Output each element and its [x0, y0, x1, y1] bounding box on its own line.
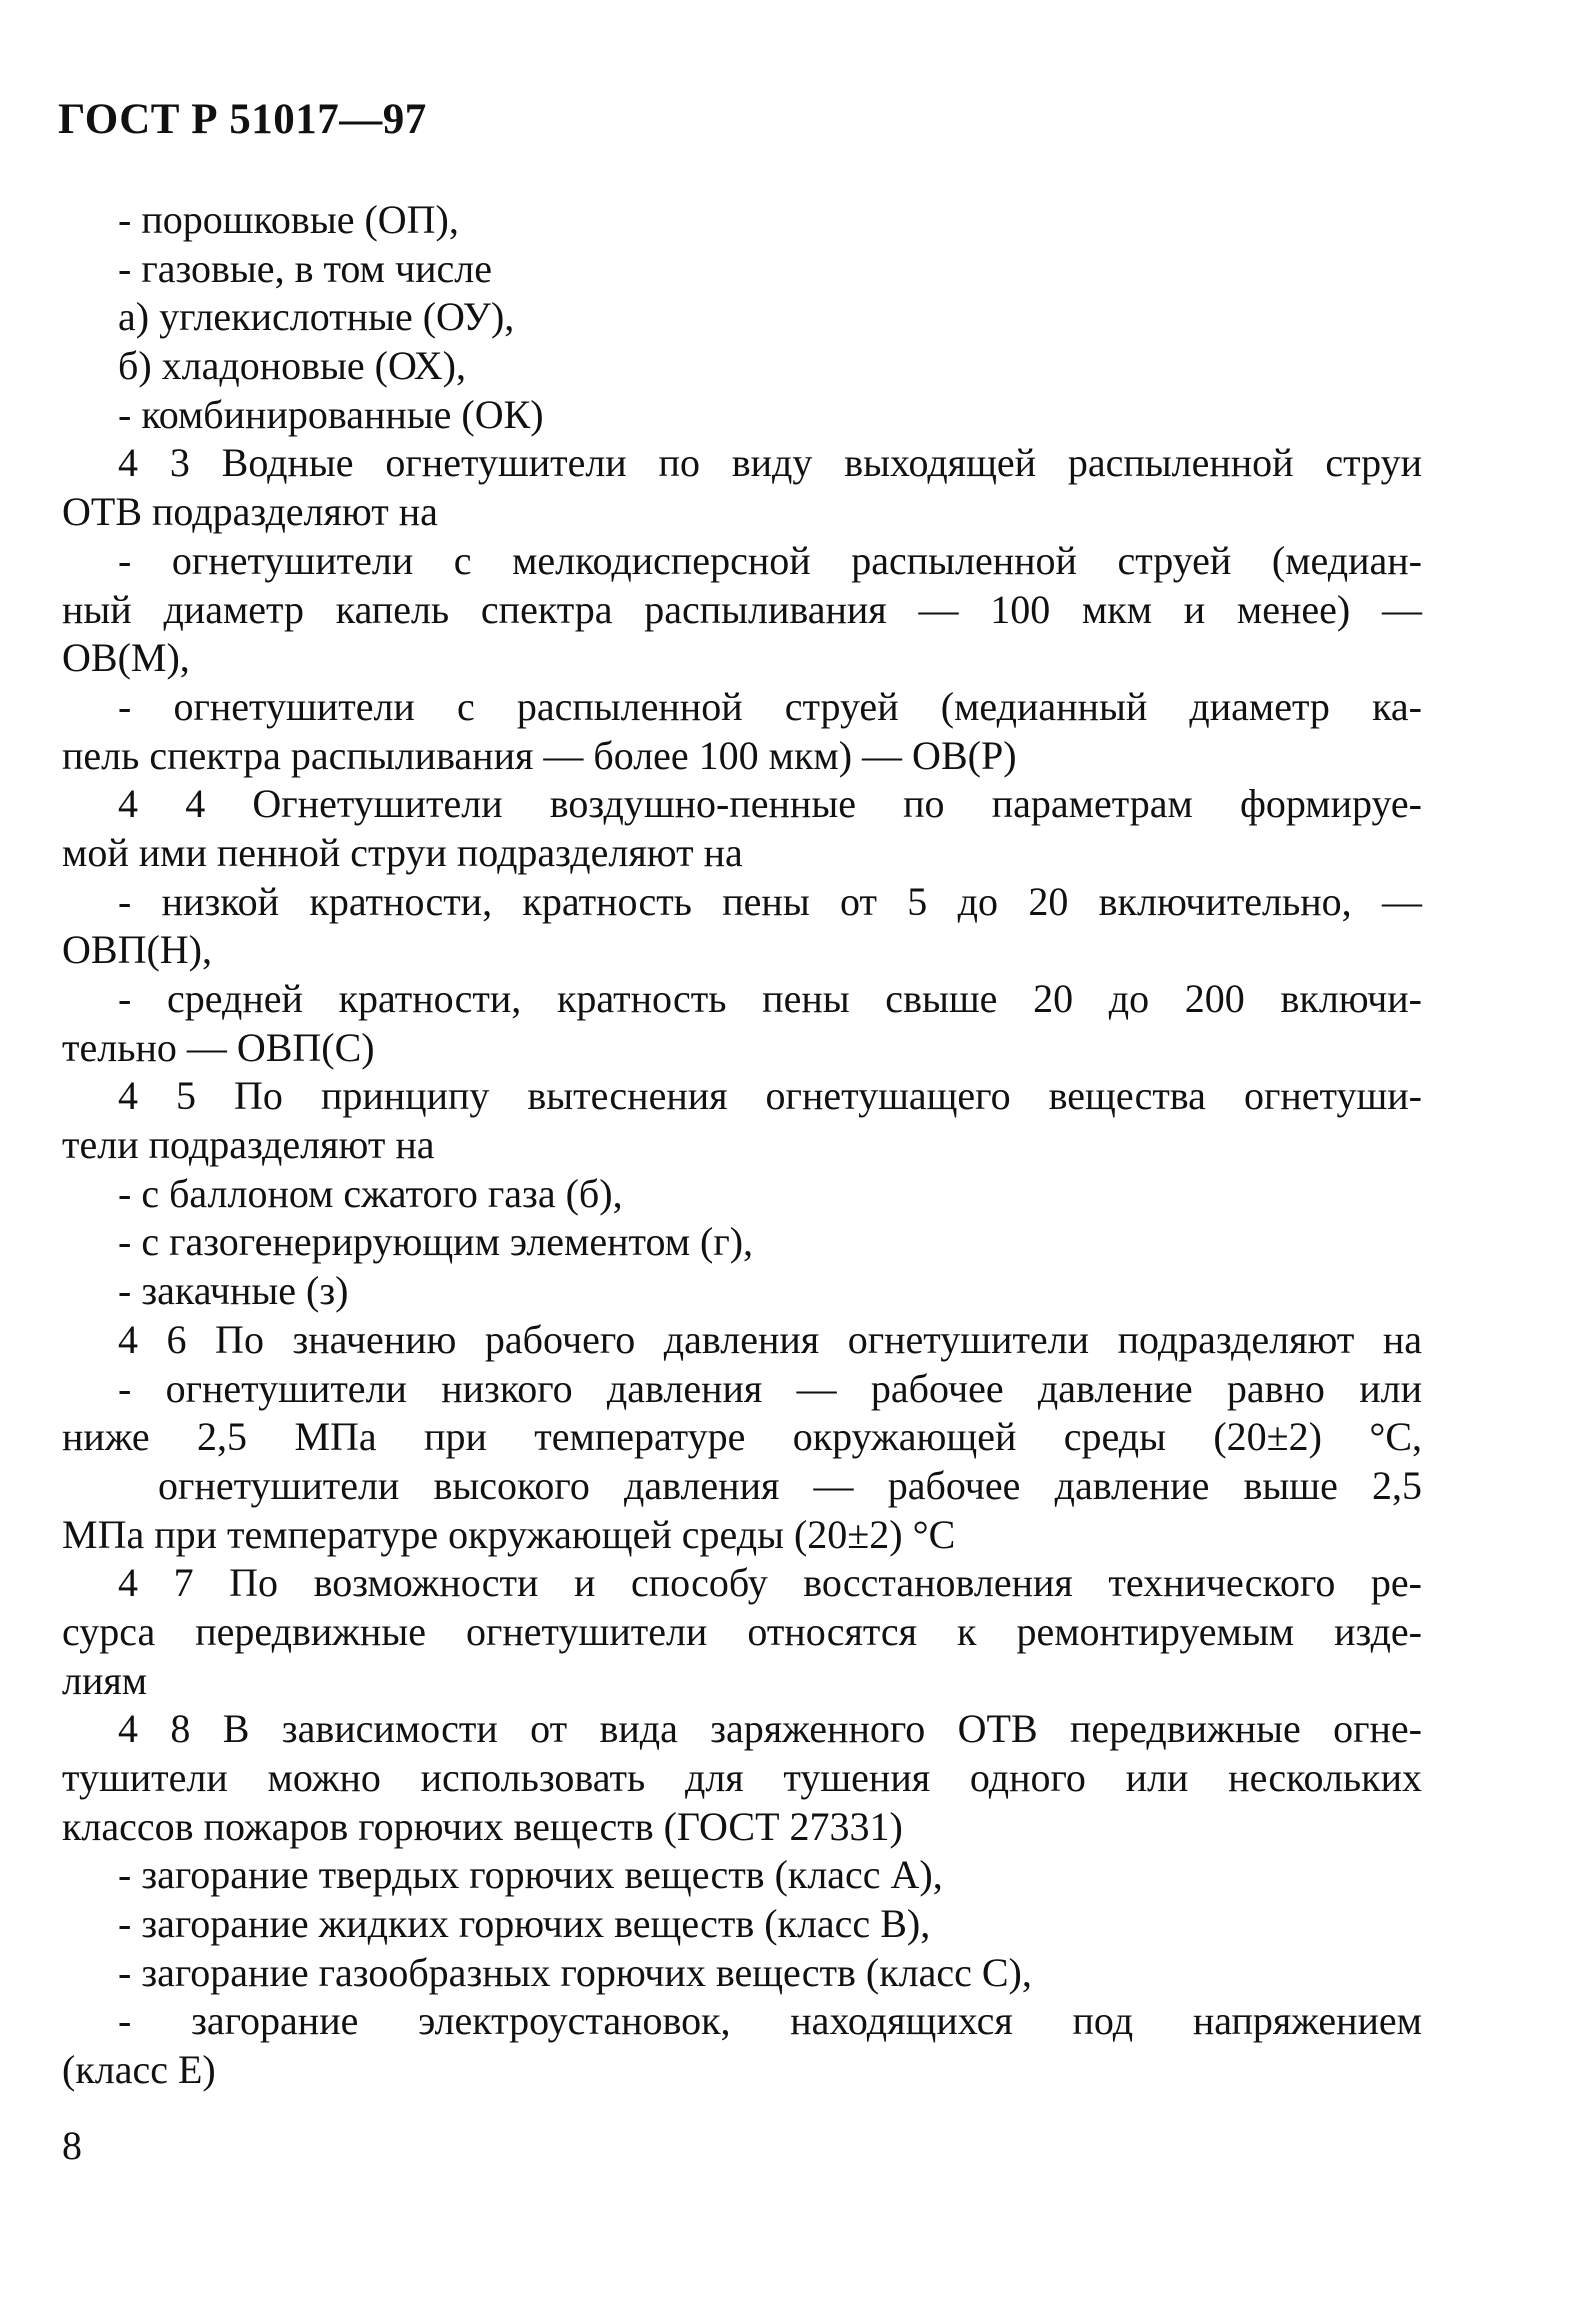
text-line: - с баллоном сжатого газа (б),	[118, 1170, 623, 1216]
text-line: - загорание электроустановок, находящихся под напряжением	[118, 1998, 1422, 2044]
text-line: тушители можно использовать для тушения одного или нескольких	[62, 1755, 1422, 1800]
text-line: 4 6 По значению рабочего давления огнетушители подразделяют на	[118, 1316, 1422, 1362]
text-line: (класс Е)	[62, 2047, 216, 2093]
text-line: - порошковые (ОП),	[118, 197, 459, 242]
text-line: огнетушители высокого давления — рабочее давление выше 2,5	[158, 1462, 1422, 1508]
text-line: мой ими пенной струи подразделяют на	[62, 829, 743, 875]
text-line: - низкой кратности, кратность пены от 5 до 20 включительно, —	[118, 878, 1422, 924]
text-line: ный диаметр капель спектра распыливания — 100 мкм и менее) —	[62, 586, 1422, 632]
text-line: ОТВ подразделяют на	[62, 489, 438, 535]
text-line: тельно — ОВП(С)	[62, 1024, 375, 1070]
body-text	[62, 196, 1422, 2095]
text-line: тели подразделяют на	[62, 1122, 435, 1168]
text-line: лиям	[62, 1657, 148, 1703]
text-line: - загорание жидких горючих веществ (класс В),	[118, 1901, 931, 1947]
text-line: ОВП(Н),	[62, 927, 212, 973]
document-header: ГОСТ Р 51017—97	[58, 96, 427, 143]
text-line: б) хладоновые (ОХ),	[118, 343, 466, 389]
page-number: 8	[62, 2123, 82, 2168]
text-line: пель спектра распыливания — более 100 мкм) — ОВ(Р)	[62, 732, 1017, 778]
text-line: МПа при температуре окружающей среды (20±2) °С	[62, 1511, 956, 1557]
text-line: 4 7 По возможности и способу восстановления технического ре-	[118, 1560, 1422, 1606]
text-line: - комбинированные (ОК)	[118, 391, 544, 437]
text-line: 4 5 По принципу вытеснения огнетушащего вещества огнетуши-	[118, 1073, 1422, 1119]
text-line: классов пожаров горючих веществ (ГОСТ 27331)	[62, 1803, 903, 1849]
text-line: - загорание газообразных горючих веществ (класс С),	[118, 1949, 1032, 1995]
text-line: - газовые, в том числе	[118, 245, 492, 291]
text-line: - огнетушители низкого давления — рабочее давление равно или	[118, 1365, 1422, 1411]
text-line: а) углекислотные (ОУ),	[118, 294, 515, 340]
text-line: - закачные (з)	[118, 1268, 349, 1314]
text-line: ОВ(М),	[62, 635, 190, 681]
text-line: ниже 2,5 МПа при температуре окружающей среды (20±2) °С,	[62, 1414, 1422, 1460]
text-line: - огнетушители с мелкодисперсной распыленной струей (медиан-	[118, 537, 1422, 583]
text-line: 4 3 Водные огнетушители по виду выходящей распыленной струи	[118, 440, 1422, 486]
text-line: 4 8 В зависимости от вида заряженного ОТВ передвижные огне-	[118, 1706, 1422, 1752]
text-line: - огнетушители с распыленной струей (медианный диаметр ка-	[118, 683, 1422, 729]
text-line: - загорание твердых горючих веществ (класс А),	[118, 1852, 943, 1898]
text-line: - с газогенерирующим элементом (г),	[118, 1219, 754, 1265]
text-line: сурса передвижные огнетушители относятся к ремонтируемым изде-	[62, 1608, 1422, 1654]
text-line: 4 4 Огнетушители воздушно-пенные по параметрам формируе-	[118, 781, 1422, 827]
text-line: - средней кратности, кратность пены свыше 20 до 200 включи-	[118, 976, 1422, 1021]
